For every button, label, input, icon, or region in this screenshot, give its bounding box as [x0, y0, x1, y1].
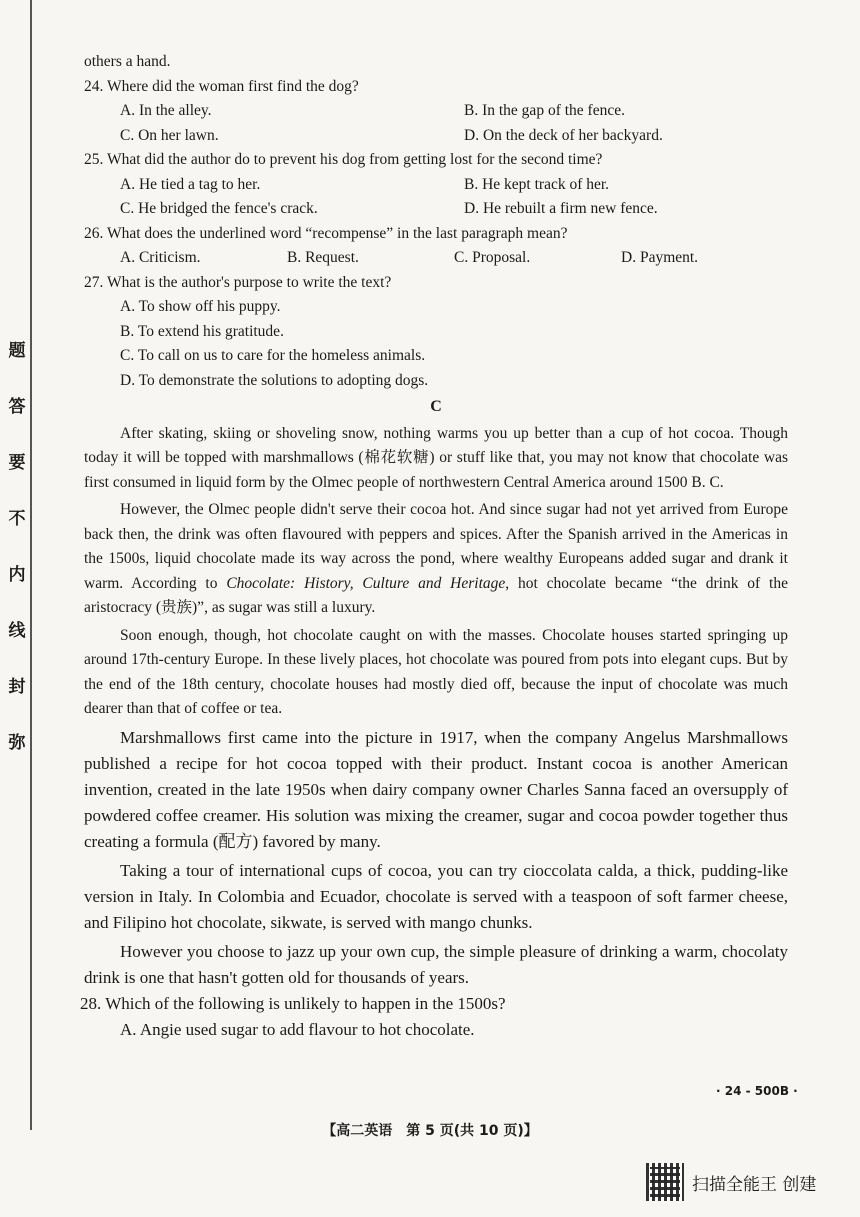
question-stem: 24. Where did the woman first find the dog? [84, 77, 359, 95]
paragraph-6: However you choose to jazz up your own cup, the simple pleasure of drinking a warm, chocolaty drink is one that hasn't gotten old for thousands of years. [84, 941, 788, 987]
seal-char: 题 [8, 341, 26, 361]
question-stem: 27. What is the author's purpose to write the text? [84, 273, 392, 291]
qr-code-icon [646, 1163, 684, 1201]
paragraph-4: Marshmallows first came into the picture in 1917, when the company Angelus Marshmallows published a recipe for hot cocoa topped with their product. Instant cocoa is another American invention, created in the late 1950s when dairy company owner Charles Sanna faced an oversupply of powdered coffee creamer. His solution was mixing the creamer, sugar and cocoa powder together thus creating a formula (配方) favored by many. [84, 727, 788, 851]
seal-char: 不 [8, 509, 26, 529]
option-a: A. In the alley. [120, 102, 212, 119]
option-a: A. Angie used sugar to add flavour to hot chocolate. [120, 1019, 475, 1039]
seal-line-text [6, 340, 28, 754]
question-25 [84, 148, 788, 222]
option-a: A. To show off his puppy. [120, 298, 281, 315]
page-content [80, 50, 788, 1043]
option-b: B. He kept track of her. [464, 175, 610, 193]
seal-char: 弥 [8, 733, 26, 753]
option-d: D. On the deck of her backyard. [464, 126, 663, 144]
paragraph-2-text-end: , hot chocolate became “the drink of the aristocracy (贵族)”, as sugar was still a luxury. [84, 574, 788, 616]
seal-char: 内 [8, 565, 26, 585]
question-24 [84, 75, 788, 149]
option-c: C. Proposal. [454, 249, 531, 266]
page-footer: 【高二英语 第 5 页(共 10 页)】 [322, 1123, 538, 1139]
seal-char: 要 [8, 453, 26, 473]
paragraph-2-text: However, the Olmec people didn't serve their cocoa hot. And since sugar had not yet arrived from Europe back then, the drink was often flavoured with peppers and spices. After the Spanish arrived in the Americas in the 1500s, liquid chocolate made its way across the pond, where wealthy Europeans added sugar and drank it warm. According to [84, 501, 788, 592]
question-stem: 25. What did the author do to prevent his dog from getting lost for the second time? [84, 151, 603, 168]
option-c: C. To call on us to care for the homeless animals. [120, 347, 426, 364]
seal-char: 线 [8, 621, 26, 641]
option-d: D. To demonstrate the solutions to adopting dogs. [120, 371, 429, 389]
option-c: C. He bridged the fence's crack. [120, 200, 318, 217]
question-26 [84, 222, 788, 271]
continued-text: others a hand. [84, 53, 171, 70]
paragraph-2 [84, 498, 788, 621]
paragraph-5: Taking a tour of international cups of cocoa, you can try cioccolata calda, a thick, pudding-like version in Italy. In Colombia and Ecuador, chocolate is served with a teaspoon of soft farmer cheese, and Filipino hot chocolate, sikwate, is served with mango chunks. [84, 860, 788, 932]
seal-char: 答 [8, 397, 26, 417]
option-d: D. Payment. [621, 249, 699, 266]
option-b: B. In the gap of the fence. [464, 102, 625, 119]
paragraph-1: After skating, skiing or shoveling snow, nothing warms you up better than a cup of hot cocoa. Though today it will be topped with marshmallows (棉花软糖) or stuff like that, you may not know that chocolate was first consumed in liquid form by the Olmec people of northwestern Central America around 1500 B. C. [84, 424, 788, 491]
question-28 [80, 991, 788, 1043]
option-b: B. Request. [287, 249, 359, 266]
option-c: C. On her lawn. [120, 126, 219, 144]
paragraph-3: Soon enough, though, hot chocolate caught on with the masses. Chocolate houses started springing up around 17th-century Europe. In these lively places, hot chocolate was poured from pots into elegant cups. But by the end of the 18th century, chocolate houses had mostly died off, because the input of chocolate was much dearer than that of coffee or tea. [84, 626, 788, 717]
option-a: A. Criticism. [120, 249, 201, 266]
option-b: B. To extend his gratitude. [120, 322, 284, 340]
seal-char: 封 [8, 677, 26, 697]
option-d: D. He rebuilt a firm new fence. [464, 200, 658, 217]
option-a: A. He tied a tag to her. [120, 175, 261, 193]
binding-margin-line [30, 0, 32, 1130]
paper-code: · 24 - 500B · [716, 1084, 798, 1098]
scanner-watermark: 扫描全能王 创建 [692, 1175, 817, 1195]
book-title: Chocolate: History, Culture and Heritage [226, 574, 506, 592]
question-stem: 26. What does the underlined word “recompense” in the last paragraph mean? [84, 224, 568, 242]
question-stem: 28. Which of the following is unlikely to happen in the 1500s? [80, 993, 506, 1013]
question-27 [84, 271, 788, 394]
section-title: C [430, 398, 442, 415]
